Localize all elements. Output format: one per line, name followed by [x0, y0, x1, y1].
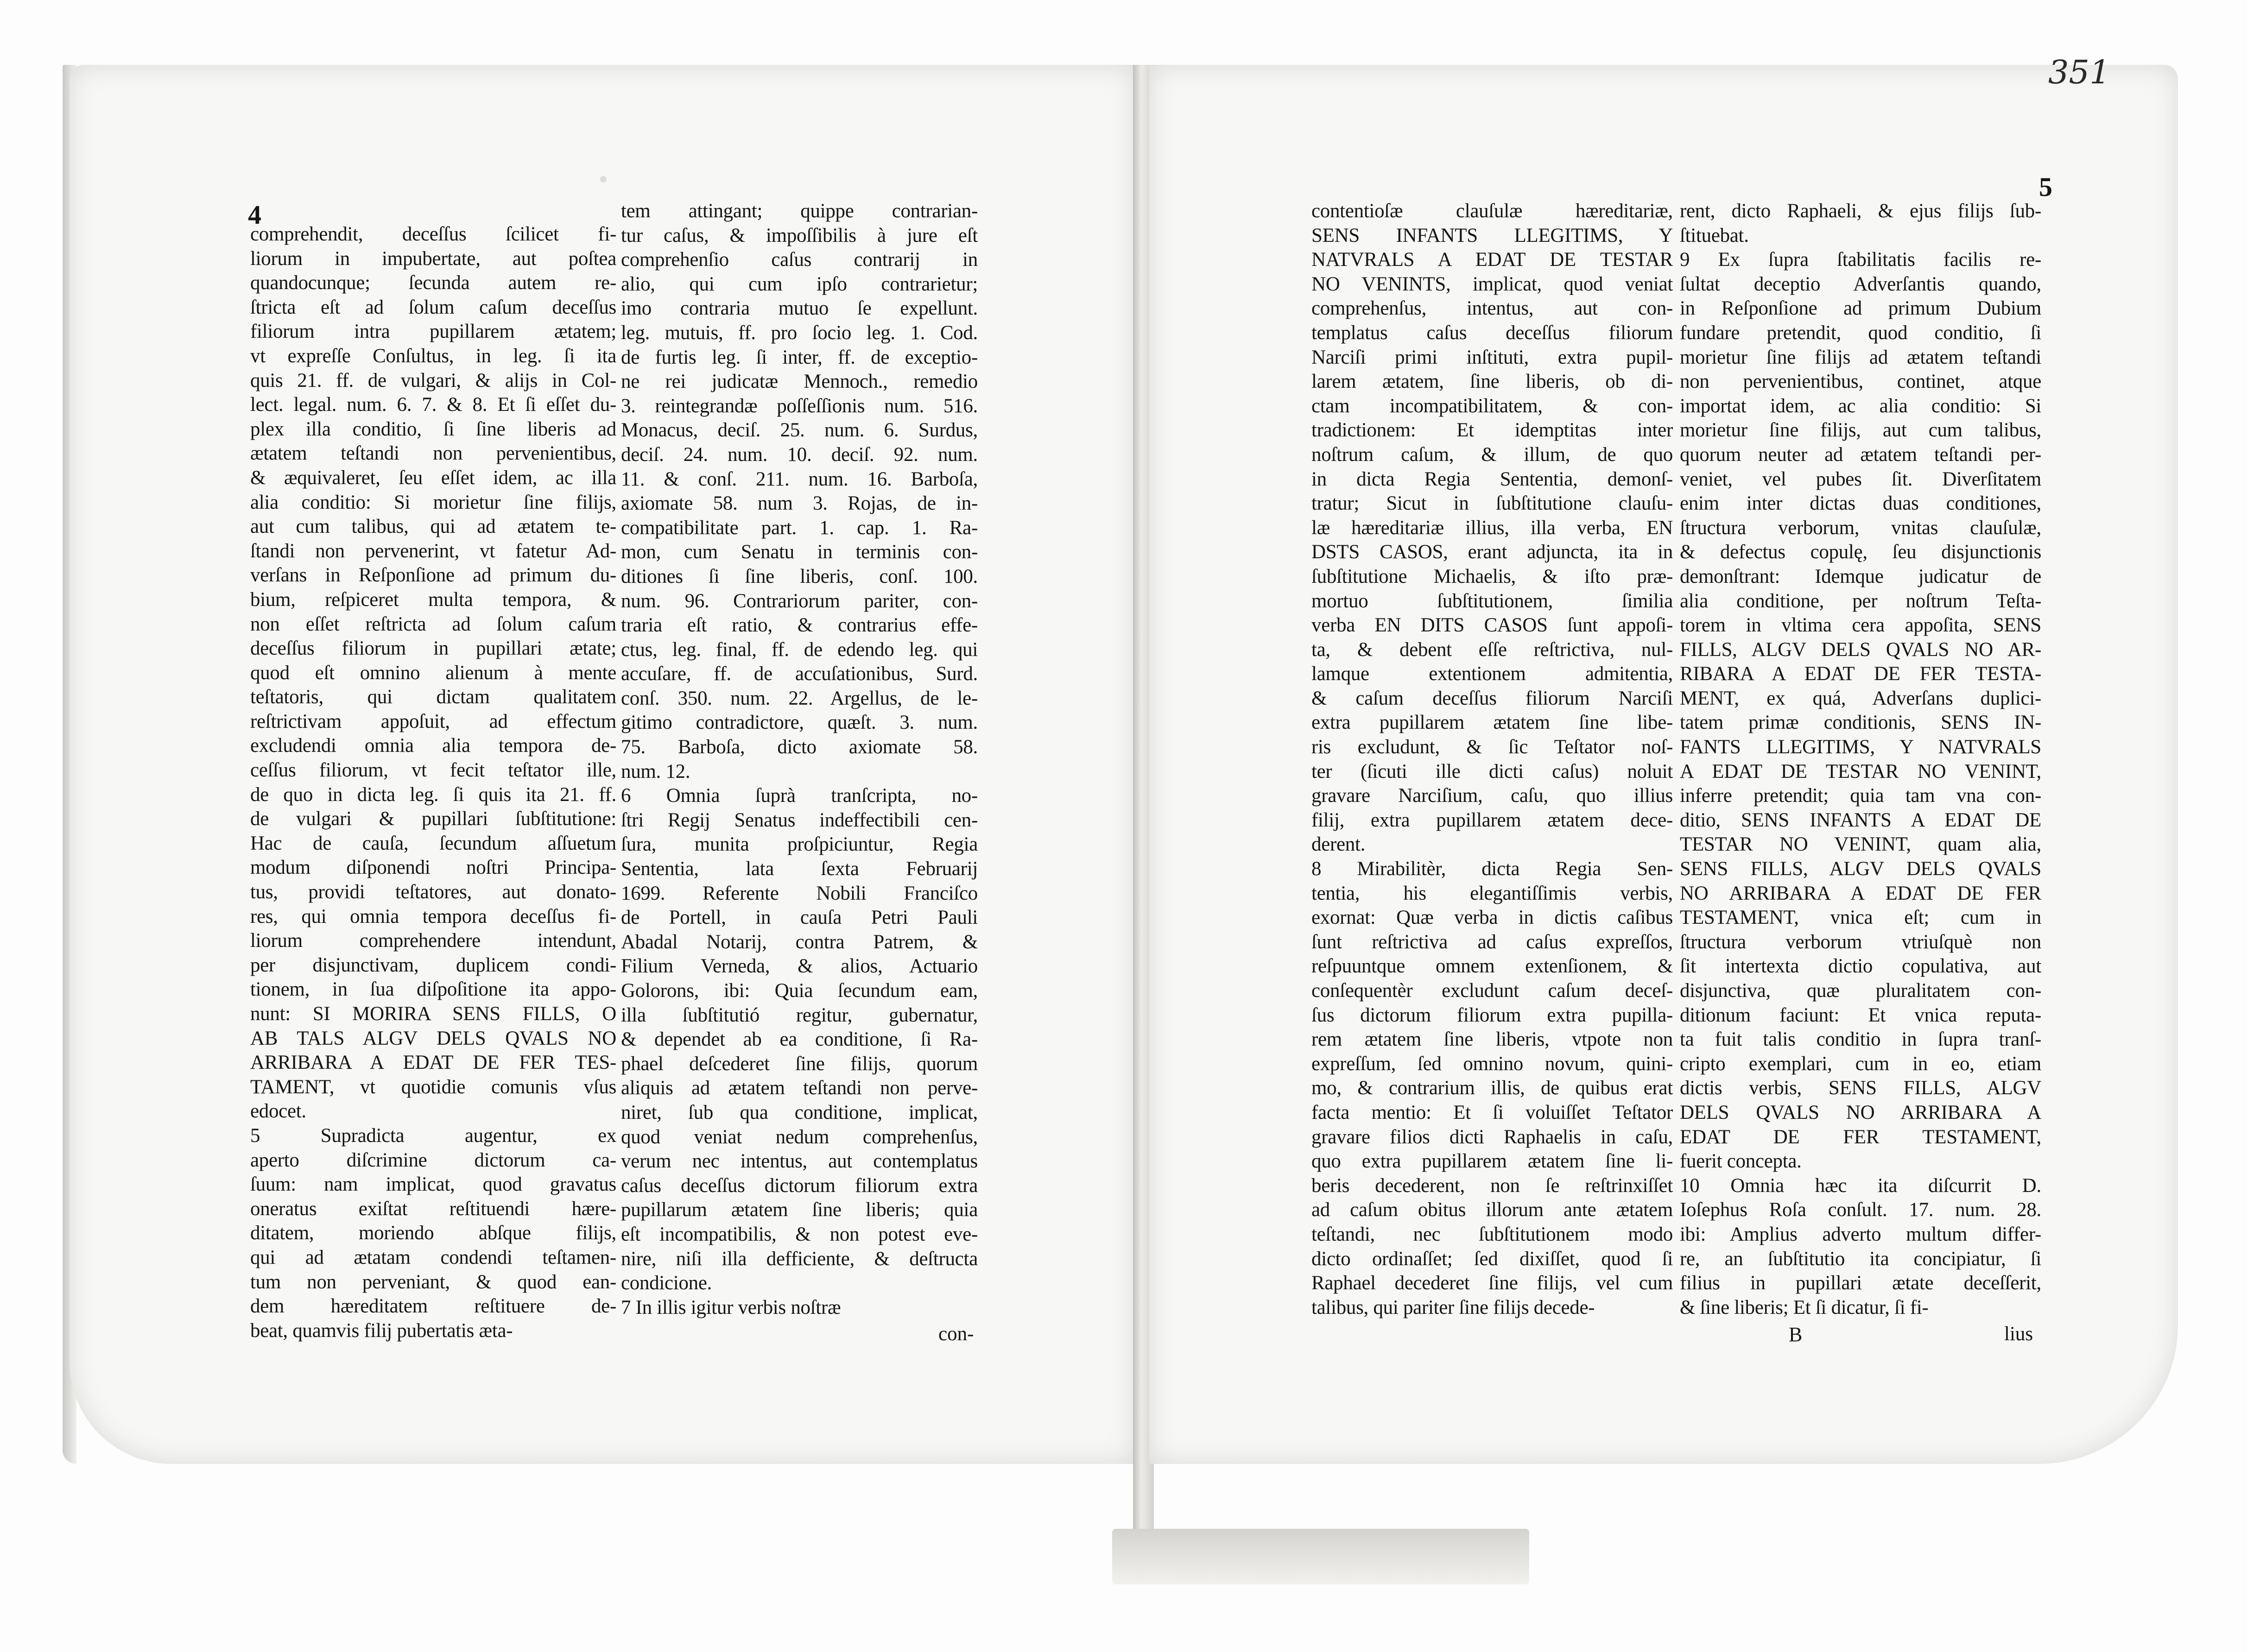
text-line: tur caſus, & impoſſibilis à jure eſt: [621, 224, 978, 246]
text-line: SENS INFANTS LLEGITIMS, Y: [1311, 224, 1673, 246]
text-line: liorum comprehendere intendunt,: [250, 930, 616, 952]
text-line: condicione.: [621, 1272, 712, 1294]
text-line: & æquivaleret, ſeu eſſet idem, ac illa: [250, 467, 616, 489]
text-line: rem ætatem ſine liberis, vtpote non: [1311, 1028, 1673, 1051]
text-line: traria eſt ratio, & contrarius effe-: [621, 614, 978, 637]
text-line: ris excludunt, & ſic Teſtator noſ-: [1311, 736, 1673, 758]
text-line: SENS FILLS, ALGV DELS QVALS: [1680, 858, 2041, 880]
text-line: ſtructura verborum vtriuſquè non: [1680, 931, 2041, 953]
text-line: EDAT DE FER TESTAMENT,: [1680, 1126, 2041, 1148]
text-line: tratur; Sicut in ſubſtitutione clauſu-: [1311, 492, 1673, 515]
text-line: ARRIBARA A EDAT DE FER TES-: [250, 1052, 616, 1074]
text-line: bium, reſpiceret multa tempora, &: [250, 588, 616, 611]
text-line: MENT, ex quá, Adverſans duplici-: [1680, 687, 2041, 709]
text-line: & dependet ab ea conditione, ſi Ra-: [621, 1028, 978, 1051]
text-line: 8 Mirabilitèr, dicta Regia Sen-: [1311, 858, 1673, 880]
text-line: alio, qui cum ipſo contrarietur;: [621, 273, 978, 295]
text-line: alia conditio: Si morietur ſine filijs,: [250, 491, 616, 513]
text-line: Abadal Notarij, contra Patrem, &: [621, 931, 978, 953]
text-line: læ hæreditariæ illius, illa verba, EN: [1311, 517, 1673, 539]
text-line: vt expreſſe Conſultus, in leg. ſi ita: [250, 345, 616, 367]
text-line: filius in pupillari ætate deceſſerit,: [1680, 1272, 2041, 1294]
text-line: ter (ſicuti ille dicti caſus) noluit: [1311, 760, 1673, 782]
text-line: FILLS, ALGV DELS QVALS NO AR-: [1680, 638, 2041, 661]
text-line: ta fuit talis conditio in ſupra tranſ-: [1680, 1028, 2041, 1051]
text-line: teſtandi, nec ſubſtitutionem modo: [1311, 1223, 1673, 1245]
text-line: pupillarum ætatem ſine liberis; quia: [621, 1199, 978, 1221]
text-line: axiomate 58. num 3. Rojas, de in-: [621, 492, 978, 515]
text-line: DELS QVALS NO ARRIBARA A: [1680, 1101, 2041, 1123]
text-line: ſtri Regij Senatus indeffectibili cen-: [621, 809, 978, 831]
text-line: 1699. Referente Nobili Franciſco: [621, 882, 978, 904]
text-line: ctus, leg. final, ff. de edendo leg. qui: [621, 638, 978, 661]
text-line: aut cum talibus, qui ad ætatem te-: [250, 516, 616, 538]
text-line: NO VENINTS, implicat, quod veniat: [1311, 273, 1673, 295]
text-line: noſtrum caſum, & illum, de quo: [1311, 443, 1673, 466]
text-line: nunt: SI MORIRA SENS FILLS, O: [250, 1003, 616, 1025]
text-line: Monacus, deciſ. 25. num. 6. Surdus,: [621, 419, 978, 441]
text-line: cripto exemplari, cum in eo, etiam: [1680, 1053, 2041, 1075]
text-line: quod veniat nedum comprehenſus,: [621, 1126, 978, 1148]
text-line: oneratus exiſtat reſtituendi hære-: [250, 1198, 616, 1220]
text-line: quod eſt omnino alienum à mente: [250, 662, 616, 684]
text-line: torem in vltima cera appoſita, SENS: [1680, 614, 2041, 637]
text-line: mortuo ſubſtitutionem, ſimilia: [1311, 590, 1673, 612]
text-line: reſpuuntque omnem extenſionem, &: [1311, 955, 1673, 977]
text-line: ditio, SENS INFANTS A EDAT DE: [1680, 809, 2041, 831]
text-line: DSTS CASOS, erant adjuncta, ita in: [1311, 541, 1673, 563]
left-catchword: con-: [938, 1323, 974, 1345]
text-line: A EDAT DE TESTAR NO VENINT,: [1680, 760, 2041, 782]
text-line: AB TALS ALGV DELS QVALS NO: [250, 1027, 616, 1049]
text-line: de vulgari & pupillari ſubſtitutione:: [250, 808, 616, 830]
text-line: TESTAR NO VENINT, quam alia,: [1680, 833, 2041, 856]
text-line: ſtructura verborum, vnitas clauſulæ,: [1680, 517, 2041, 539]
text-line: non pervenientibus, continet, atque: [1680, 371, 2041, 393]
text-line: tus, providi teſtatores, aut donato-: [250, 881, 616, 903]
text-line: morietur ſine filijs, aut cum talibus,: [1680, 419, 2041, 441]
text-line: comprehenſio caſus contrarij in: [621, 249, 978, 271]
text-line: liorum in impubertate, aut poſtea: [250, 247, 616, 270]
text-line: & ſine liberis; Et ſi dicatur, ſi fi-: [1680, 1296, 1929, 1318]
text-line: NO ARRIBARA A EDAT DE FER: [1680, 882, 2041, 904]
text-line: ceſſus filiorum, vt fecit teſtator ille,: [250, 759, 616, 782]
text-line: Narciſi primi inſtituti, extra pupil-: [1311, 346, 1673, 368]
text-line: Sententia, lata ſexta Februarij: [621, 858, 978, 880]
text-line: ſunt reſtrictiva ad caſus expreſſos,: [1311, 931, 1673, 953]
signature-mark: B: [1789, 1323, 1803, 1346]
text-line: tem attingant; quippe contrarian-: [621, 200, 978, 222]
text-line: 5 Supradicta augentur, ex: [250, 1124, 616, 1147]
text-line: quis 21. ff. de vulgari, & alijs in Col-: [250, 369, 616, 391]
text-line: beat, quamvis filij pubertatis æta-: [250, 1319, 513, 1342]
text-line: ad caſum obitus illorum ante ætatem: [1311, 1199, 1673, 1221]
text-line: disjunctiva, quæ pluralitatem con-: [1680, 980, 2041, 1002]
left-page-number: 4: [248, 200, 261, 230]
left-column-2: [621, 199, 978, 1320]
text-line: 10 Omnia hæc ita diſcurrit D.: [1680, 1174, 2041, 1197]
text-line: dem hæreditatem reſtituere de-: [250, 1295, 616, 1318]
text-line: ſuum: nam implicat, quod gravatus: [250, 1173, 616, 1196]
text-line: fuerit concepta.: [1680, 1150, 1802, 1173]
text-line: leg. mutuis, ff. pro ſocio leg. 1. Cod.: [621, 322, 978, 344]
text-line: phael deſcederet ſine filijs, quorum: [621, 1053, 978, 1075]
text-line: filiorum intra pupillarem ætatem;: [250, 321, 616, 343]
right-column-1: [1311, 199, 1673, 1320]
text-line: NATVRALS A EDAT DE TESTAR: [1311, 249, 1673, 271]
text-line: Raphael decederet ſine filijs, vel cum: [1311, 1272, 1673, 1294]
text-line: 75. Barboſa, dicto axiomate 58.: [621, 736, 978, 758]
text-line: comprehenſus, intentus, aut con-: [1311, 297, 1673, 320]
text-line: morietur ſine filijs ad ætatem teſtandi: [1680, 346, 2041, 368]
text-line: Ioſephus Roſa conſult. 17. num. 28.: [1680, 1199, 2041, 1221]
text-line: accuſare, ff. de accuſationibus, Surd.: [621, 663, 978, 685]
text-line: gitimo contradictore, quæſt. 3. num.: [621, 712, 978, 734]
text-line: ſus dictorum filiorum extra pupilla-: [1311, 1004, 1673, 1026]
text-line: & caſum deceſſus filiorum Narciſi: [1311, 687, 1673, 709]
text-line: TESTAMENT, vnica eſt; cum in: [1680, 907, 2041, 929]
text-line: res, qui omnia tempora deceſſus fi-: [250, 905, 616, 927]
text-line: aperto diſcrimine dictorum ca-: [250, 1149, 616, 1171]
text-line: non eſſet reſtricta ad ſolum caſum: [250, 613, 616, 635]
text-line: ditatem, moriendo abſque filijs,: [250, 1222, 616, 1244]
text-line: Golorons, ibi: Quia ſecundum eam,: [621, 980, 978, 1002]
text-line: exornat: Quæ verba in dictis caſibus: [1311, 907, 1673, 929]
text-line: ſtricta eſt ad ſolum caſum deceſſus: [250, 296, 616, 318]
left-column-1: [250, 222, 616, 1343]
text-line: 7 In illis igitur verbis noſtræ: [621, 1296, 841, 1318]
text-line: lect. legal. num. 6. 7. & 8. Et ſi eſſet du-: [250, 394, 616, 416]
text-line: illa ſubſtitutió regitur, gubernatur,: [621, 1004, 978, 1026]
text-line: & defectus copulę, ſeu disjunctionis: [1680, 541, 2041, 563]
text-line: ditionum faciunt: Et vnica reputa-: [1680, 1004, 2041, 1026]
text-line: ſura, munita proſpiciuntur, Regia: [621, 833, 978, 856]
text-line: deceſſus filiorum in pupillari ætate;: [250, 637, 616, 660]
text-line: mo, & contrarium illis, de quibus erat: [1311, 1077, 1673, 1099]
text-line: ctam incompatibilitatem, & con-: [1311, 395, 1673, 417]
text-line: FANTS LLEGITIMS, Y NATVRALS: [1680, 736, 2041, 758]
text-line: gravare Narciſium, caſu, quo illius: [1311, 785, 1673, 807]
text-line: verum nec intentus, aut contemplatus: [621, 1150, 978, 1173]
text-line: tionem, in ſua diſpoſitione ita appo-: [250, 978, 616, 1001]
text-line: filij, extra pupillarem ætatem dece-: [1311, 809, 1673, 831]
text-line: talibus, qui pariter ſine filijs decede-: [1311, 1296, 1595, 1318]
text-line: ſtandi non pervenerint, vt fatetur Ad-: [250, 540, 616, 562]
text-line: in Reſponſione ad primum Dubium: [1680, 297, 2041, 320]
text-line: ſit intertexta dictio copulativa, aut: [1680, 955, 2041, 977]
text-line: 11. & conſ. 211. num. 16. Barboſa,: [621, 468, 978, 490]
text-line: ſultat deceptio Adverſantis quando,: [1680, 273, 2041, 295]
text-line: num. 12.: [621, 760, 690, 782]
text-line: num. 96. Contrariorum pariter, con-: [621, 590, 978, 612]
text-line: Hac de cauſa, ſecundum aſſuetum: [250, 832, 616, 854]
text-line: extra pupillarem ætatem ſine libe-: [1311, 712, 1673, 734]
text-line: de furtis leg. ſi inter, ff. de exceptio-: [621, 346, 978, 368]
text-line: contentioſæ clauſulæ hæreditariæ,: [1311, 200, 1673, 222]
text-line: comprehendit, deceſſus ſcilicet fi-: [250, 223, 616, 245]
text-line: caſus deceſſus dictorum filiorum extra: [621, 1174, 978, 1197]
text-line: tum non perveniant, & quod ean-: [250, 1271, 616, 1293]
text-line: ætatem teſtandi non pervenientibus,: [250, 442, 616, 465]
text-line: ditiones ſi ſine liberis, conſ. 100.: [621, 565, 978, 587]
text-line: importat idem, ac alia conditio: Si: [1680, 395, 2041, 417]
text-line: edocet.: [250, 1100, 306, 1122]
text-line: re, an ſubſtitutio ita concipiatur, ſi: [1680, 1248, 2041, 1270]
text-line: RIBARA A EDAT DE FER TESTA-: [1680, 663, 2041, 685]
text-line: quorum neuter ad ætatem teſtandi per-: [1680, 443, 2041, 466]
text-line: in dicta Regia Sententia, demonſ-: [1311, 468, 1673, 490]
pin-hole: [600, 176, 607, 183]
text-line: dicto ordinaſſet; ſed dixiſſet, quod ſi: [1311, 1248, 1673, 1270]
text-line: qui ad ætatam condendi teſtamen-: [250, 1246, 616, 1268]
text-line: ne rei judicatæ Mennoch., remedio: [621, 371, 978, 393]
text-line: eſt incompatibilis, & non potest eve-: [621, 1223, 978, 1245]
text-line: per disjunctivam, duplicem condi-: [250, 954, 616, 976]
text-line: de Portell, in cauſa Petri Pauli: [621, 907, 978, 929]
text-line: modum diſponendi noſtri Principa-: [250, 857, 616, 879]
text-line: TAMENT, vt quotidie comunis vſus: [250, 1076, 616, 1098]
text-line: teſtatoris, qui dictam qualitatem: [250, 686, 616, 708]
text-line: reſtrictivam appoſuit, ad effectum: [250, 710, 616, 732]
text-line: templatus caſus deceſſus filiorum: [1311, 322, 1673, 344]
text-line: facta mentio: Et ſi voluiſſet Teſtator: [1311, 1101, 1673, 1123]
text-line: ta, & debent eſſe reſtrictiva, nul-: [1311, 638, 1673, 661]
text-line: ibi: Amplius adverto multum differ-: [1680, 1223, 2041, 1245]
text-line: Filium Verneda, & alios, Actuario: [621, 955, 978, 977]
text-line: tatem primæ conditionis, SENS IN-: [1680, 712, 2041, 734]
text-line: conſequentèr excludunt caſum deceſ-: [1311, 980, 1673, 1002]
text-line: excludendi omnia alia tempora de-: [250, 735, 616, 757]
text-line: deciſ. 24. num. 10. deciſ. 92. num.: [621, 443, 978, 466]
folio-mark: 351: [2048, 53, 2110, 91]
text-line: larem ætatem, ſine liberis, ob di-: [1311, 371, 1673, 393]
text-line: derent.: [1311, 833, 1366, 856]
text-line: enim inter dictas duas conditiones,: [1680, 492, 2041, 515]
text-line: lamque extentionem admitentia,: [1311, 663, 1673, 685]
text-line: conſ. 350. num. 22. Argellus, de le-: [621, 687, 978, 709]
right-page-number: 5: [2039, 172, 2052, 202]
text-line: alia conditione, per noſtrum Teſta-: [1680, 590, 2041, 612]
text-line: verba EN DITS CASOS ſunt appoſi-: [1311, 614, 1673, 637]
text-line: de quo in dicta leg. ſi quis ita 21. ff.: [250, 783, 616, 806]
text-line: tradictionem: Et idemptitas inter: [1311, 419, 1673, 441]
text-line: compatibilitate part. 1. cap. 1. Ra-: [621, 517, 978, 539]
text-line: ſtituebat.: [1680, 224, 1749, 246]
text-line: nire, niſi illa defficiente, & deſtructa: [621, 1248, 978, 1270]
text-line: aliquis ad ætatem teſtandi non perve-: [621, 1077, 978, 1099]
text-line: fundare pretendit, quod conditio, ſi: [1680, 322, 2041, 344]
text-line: plex illa conditio, ſi ſine liberis ad: [250, 418, 616, 440]
text-line: expreſſum, ſed omnino novum, quini-: [1311, 1053, 1673, 1075]
text-line: ſubſtitutione Michaelis, & iſto præ-: [1311, 565, 1673, 587]
text-line: inferre pretendit; quia tam vna con-: [1680, 785, 2041, 807]
text-line: mon, cum Senatu in terminis con-: [621, 541, 978, 563]
right-column-2: [1680, 199, 2041, 1320]
text-line: beris decederent, non ſe reſtrinxiſſet: [1311, 1174, 1673, 1197]
right-catchword: lius: [2004, 1323, 2033, 1345]
text-line: 6 Omnia ſuprà tranſcripta, no-: [621, 785, 978, 807]
text-line: quo extra pupillarem ætatem ſine li-: [1311, 1150, 1673, 1173]
text-line: gravare filios dicti Raphaelis in caſu,: [1311, 1126, 1673, 1148]
text-line: tentia, his elegantiſſimis verbis,: [1311, 882, 1673, 904]
text-line: 9 Ex ſupra ſtabilitatis facilis re-: [1680, 249, 2041, 271]
text-line: dictis verbis, SENS FILLS, ALGV: [1680, 1077, 2041, 1099]
text-line: rent, dicto Raphaeli, & ejus filijs ſub-: [1680, 200, 2041, 222]
text-line: 3. reintegrandæ poſſeſſionis num. 516.: [621, 395, 978, 417]
text-line: demonſtrant: Idemque judicatur de: [1680, 565, 2041, 587]
text-line: niret, ſub qua conditione, implicat,: [621, 1101, 978, 1123]
text-line: quandocunque; ſecunda autem re-: [250, 272, 616, 294]
text-line: imo contraria mutuo ſe expellunt.: [621, 297, 978, 320]
text-line: verſans in Reſponſione ad primum du-: [250, 564, 616, 586]
book-spine: [1112, 1529, 1529, 1584]
text-line: veniet, vel pubes ſit. Diverſitatem: [1680, 468, 2041, 490]
